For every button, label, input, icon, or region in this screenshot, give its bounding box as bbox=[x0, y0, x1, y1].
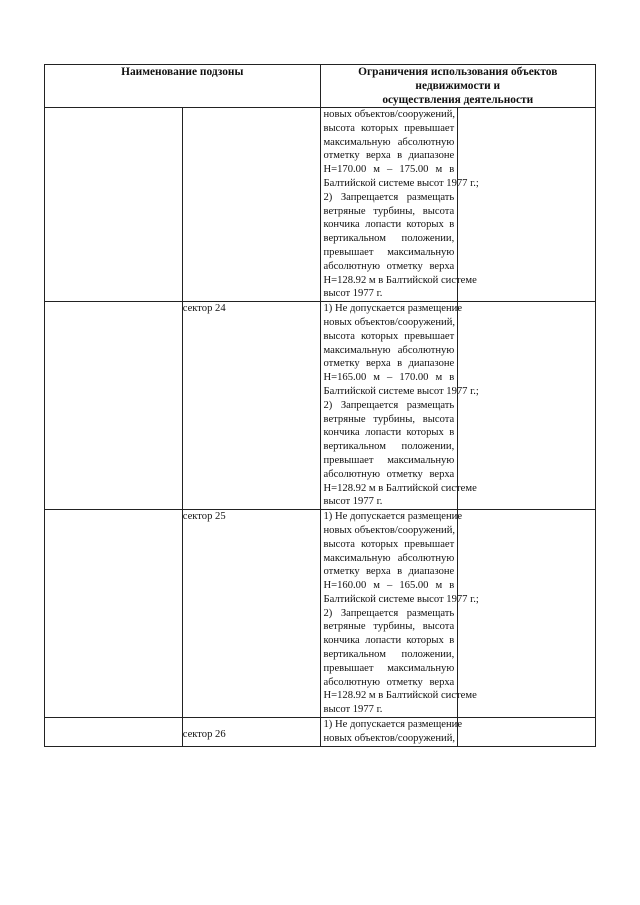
restriction-line: Н=170.00 м – 175.00 м в bbox=[323, 164, 455, 176]
restriction-line: высот 1977 г. bbox=[323, 288, 383, 300]
restriction-line: 2) Запрещается размещать bbox=[323, 399, 455, 411]
header-subzone-name-text: Наименование подзоны bbox=[121, 66, 244, 78]
restriction-line: Балтийской системе высот 1977 г.; bbox=[323, 593, 479, 605]
restriction-line: вертикальном положении, bbox=[323, 649, 455, 661]
restriction-line: ветряные турбины, высота bbox=[323, 413, 455, 425]
restriction-line: кончика лопасти которых в bbox=[323, 635, 455, 647]
restriction-line: вертикальном положении, bbox=[323, 441, 455, 453]
restriction-line: Н=128.92 м в Балтийской системе bbox=[323, 690, 477, 702]
restriction-line: превышает максимальную bbox=[323, 662, 455, 674]
restriction-line: абсолютную отметку верха bbox=[323, 676, 455, 688]
restriction-line: отметку верха в диапазоне bbox=[323, 566, 455, 578]
restriction-line: максимальную абсолютную bbox=[323, 344, 455, 356]
restriction-line: Н=128.92 м в Балтийской системе bbox=[323, 482, 477, 494]
restriction-line: Балтийской системе высот 1977 г.; bbox=[323, 385, 479, 397]
restriction-line: новых объектов/сооружений, bbox=[323, 732, 456, 744]
restriction-text bbox=[321, 302, 479, 509]
restriction-text bbox=[321, 718, 463, 746]
table-cell-blank bbox=[45, 108, 183, 302]
table-row bbox=[45, 108, 596, 302]
sector-label: сектор 26 bbox=[182, 729, 226, 741]
table-cell-blank bbox=[45, 302, 183, 510]
restriction-line: Н=165.00 м – 170.00 м в bbox=[323, 372, 455, 384]
restriction-line: высота которых превышает bbox=[323, 122, 455, 134]
table-cell-blank bbox=[458, 108, 596, 302]
table-cell-blank bbox=[45, 510, 183, 718]
restriction-line: высота которых превышает bbox=[323, 538, 455, 550]
restriction-cell bbox=[320, 302, 479, 510]
table-row bbox=[45, 302, 596, 510]
restriction-line: вертикальном положении, bbox=[323, 233, 455, 245]
restriction-line: ветряные турбины, высота bbox=[323, 621, 455, 633]
restriction-line: 1) Не допускается размещение bbox=[323, 719, 463, 731]
restriction-line: 1) Не допускается размещение bbox=[323, 511, 463, 523]
sector-label: сектор 25 bbox=[182, 511, 226, 523]
restriction-cell bbox=[320, 108, 479, 302]
restriction-line: 2) Запрещается размещать bbox=[323, 191, 455, 203]
restriction-cell bbox=[320, 510, 479, 718]
header-restrictions-line2: осуществления деятельности bbox=[382, 94, 534, 106]
table-cell-blank bbox=[458, 302, 596, 510]
restriction-line: отметку верха в диапазоне bbox=[323, 358, 455, 370]
restriction-cell bbox=[320, 718, 463, 747]
restriction-line: превышает максимальную bbox=[323, 246, 455, 258]
restriction-line: максимальную абсолютную bbox=[323, 552, 455, 564]
sector-cell bbox=[182, 510, 320, 718]
restriction-line: высот 1977 г. bbox=[323, 496, 383, 508]
table-header-row bbox=[45, 65, 596, 108]
restriction-line: максимальную абсолютную bbox=[323, 136, 455, 148]
sector-cell bbox=[182, 108, 320, 302]
restriction-line: Балтийской системе высот 1977 г.; bbox=[323, 177, 479, 189]
restriction-line: превышает максимальную bbox=[323, 454, 455, 466]
restriction-line: 2) Запрещается размещать bbox=[323, 607, 455, 619]
restrictions-table bbox=[44, 64, 596, 747]
restriction-line: ветряные турбины, высота bbox=[323, 205, 455, 217]
restriction-line: новых объектов/сооружений, bbox=[323, 109, 456, 120]
restriction-line: Н=160.00 м – 165.00 м в bbox=[323, 580, 455, 592]
restriction-line: новых объектов/сооружений, bbox=[323, 316, 456, 328]
restriction-line: высот 1977 г. bbox=[323, 704, 383, 716]
restriction-line: кончика лопасти которых в bbox=[323, 219, 455, 231]
table-row bbox=[45, 510, 596, 718]
header-restrictions-line1: Ограничения использования объектов недвижимости и bbox=[358, 66, 558, 92]
restriction-line: Н=128.92 м в Балтийской системе bbox=[323, 274, 477, 286]
restriction-text bbox=[321, 108, 479, 301]
table-row bbox=[45, 718, 596, 747]
table-cell-blank bbox=[458, 510, 596, 718]
restriction-line: абсолютную отметку верха bbox=[323, 468, 455, 480]
restriction-text bbox=[321, 510, 479, 717]
restriction-line: новых объектов/сооружений, bbox=[323, 524, 456, 536]
restriction-line: кончика лопасти которых в bbox=[323, 427, 455, 439]
restriction-line: отметку верха в диапазоне bbox=[323, 150, 455, 162]
table-body bbox=[45, 108, 596, 747]
restriction-line: абсолютную отметку верха bbox=[323, 260, 455, 272]
header-restrictions bbox=[320, 65, 596, 108]
restriction-line: 1) Не допускается размещение bbox=[323, 303, 463, 315]
sector-cell bbox=[182, 302, 320, 510]
table-cell-blank bbox=[45, 718, 183, 747]
restriction-line: высота которых превышает bbox=[323, 330, 455, 342]
table-cell-blank bbox=[458, 718, 596, 747]
header-subzone-name bbox=[45, 65, 321, 108]
sector-label: сектор 24 bbox=[182, 303, 226, 315]
sector-cell bbox=[182, 718, 320, 747]
